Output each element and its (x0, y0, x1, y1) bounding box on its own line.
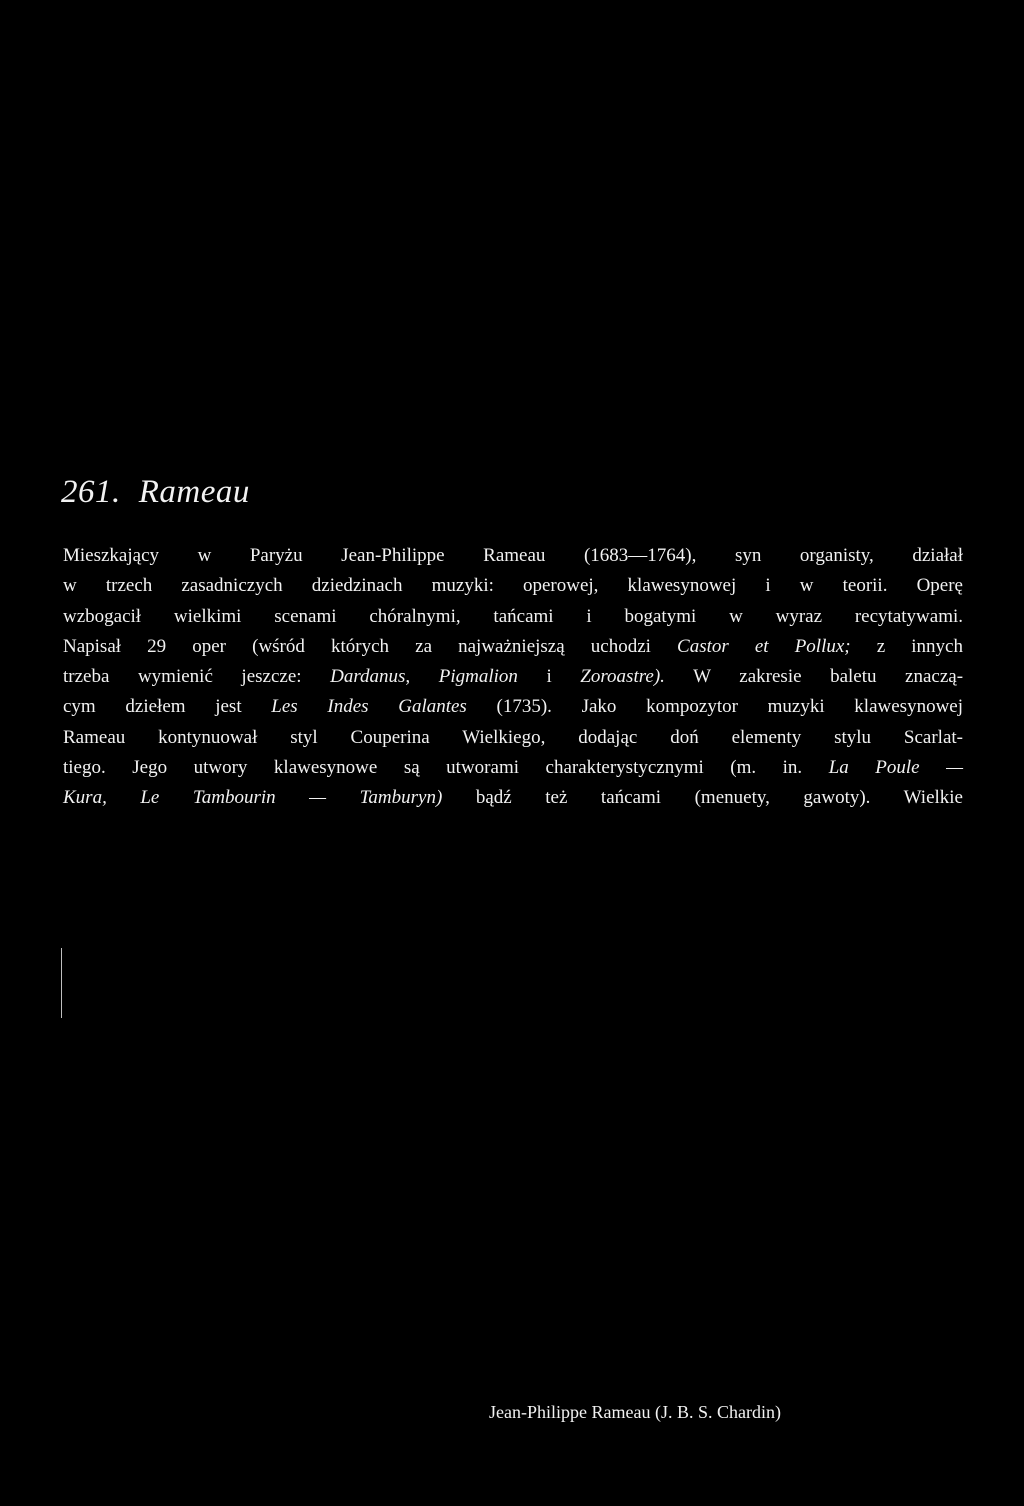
opera-title-zoroastre: Zoroastre). (580, 666, 665, 688)
text-line-8-a: tiego. Jego utwory klawesynowe są utworami charakterystycznymi (m. in. (63, 757, 803, 779)
body-paragraph (63, 541, 963, 814)
figure-caption: Jean-Philippe Rameau (J. B. S. Chardin) (489, 1402, 781, 1422)
text-line-4 (63, 632, 963, 662)
margin-rule (61, 948, 62, 1018)
text-line-7: Rameau kontynuował styl Couperina Wielkiego, dodając doń elementy stylu Scarlat- (63, 726, 963, 748)
ballet-title-indes-galantes: Les Indes Galantes (271, 696, 467, 718)
text-line-9 (63, 783, 963, 813)
section-heading (61, 474, 250, 511)
text-line-6 (63, 692, 963, 722)
text-line-1: Mieszkający w Paryżu Jean-Philippe Rameau (1683—1764), syn organisty, działał (63, 545, 963, 566)
text-line-5-a: trzeba wymienić jeszcze: (63, 666, 302, 688)
text-line-5 (63, 662, 963, 692)
opera-title-castor: Castor et Pollux; (677, 635, 851, 657)
text-line-4-c: z innych (876, 635, 963, 657)
text-line-6-c: (1735). Jako kompozytor muzyki klawesynowej (496, 696, 963, 718)
text-line-2: w trzech zasadniczych dziedzinach muzyki: operowej, klawesynowej i w teorii. Operę (63, 575, 963, 597)
work-titles-kura-tambourin: Kura, Le Tambourin — Tamburyn) (63, 787, 443, 809)
text-line-4-a: Napisał 29 oper (wśród których za najważniejszą uchodzi (63, 635, 651, 657)
text-line-5-e: W zakresie baletu znaczą- (693, 666, 964, 688)
work-title-la-poule: La Poule — (828, 757, 964, 779)
opera-titles-dardanus-pigmalion: Dardanus, Pigmalion (330, 666, 518, 688)
section-title: Rameau (138, 474, 250, 510)
text-line-5-c: i (546, 666, 552, 688)
text-line-3: wzbogacił wielkimi scenami chóralnymi, tańcami i bogatymi w wyraz recytatywami. (63, 605, 963, 627)
text-line-9-b: bądź też tańcami (menuety, gawoty). Wielkie (475, 787, 963, 809)
section-number: 261. (61, 474, 121, 510)
text-line-6-a: cym dziełem jest (63, 696, 242, 718)
text-line-8 (63, 753, 963, 783)
